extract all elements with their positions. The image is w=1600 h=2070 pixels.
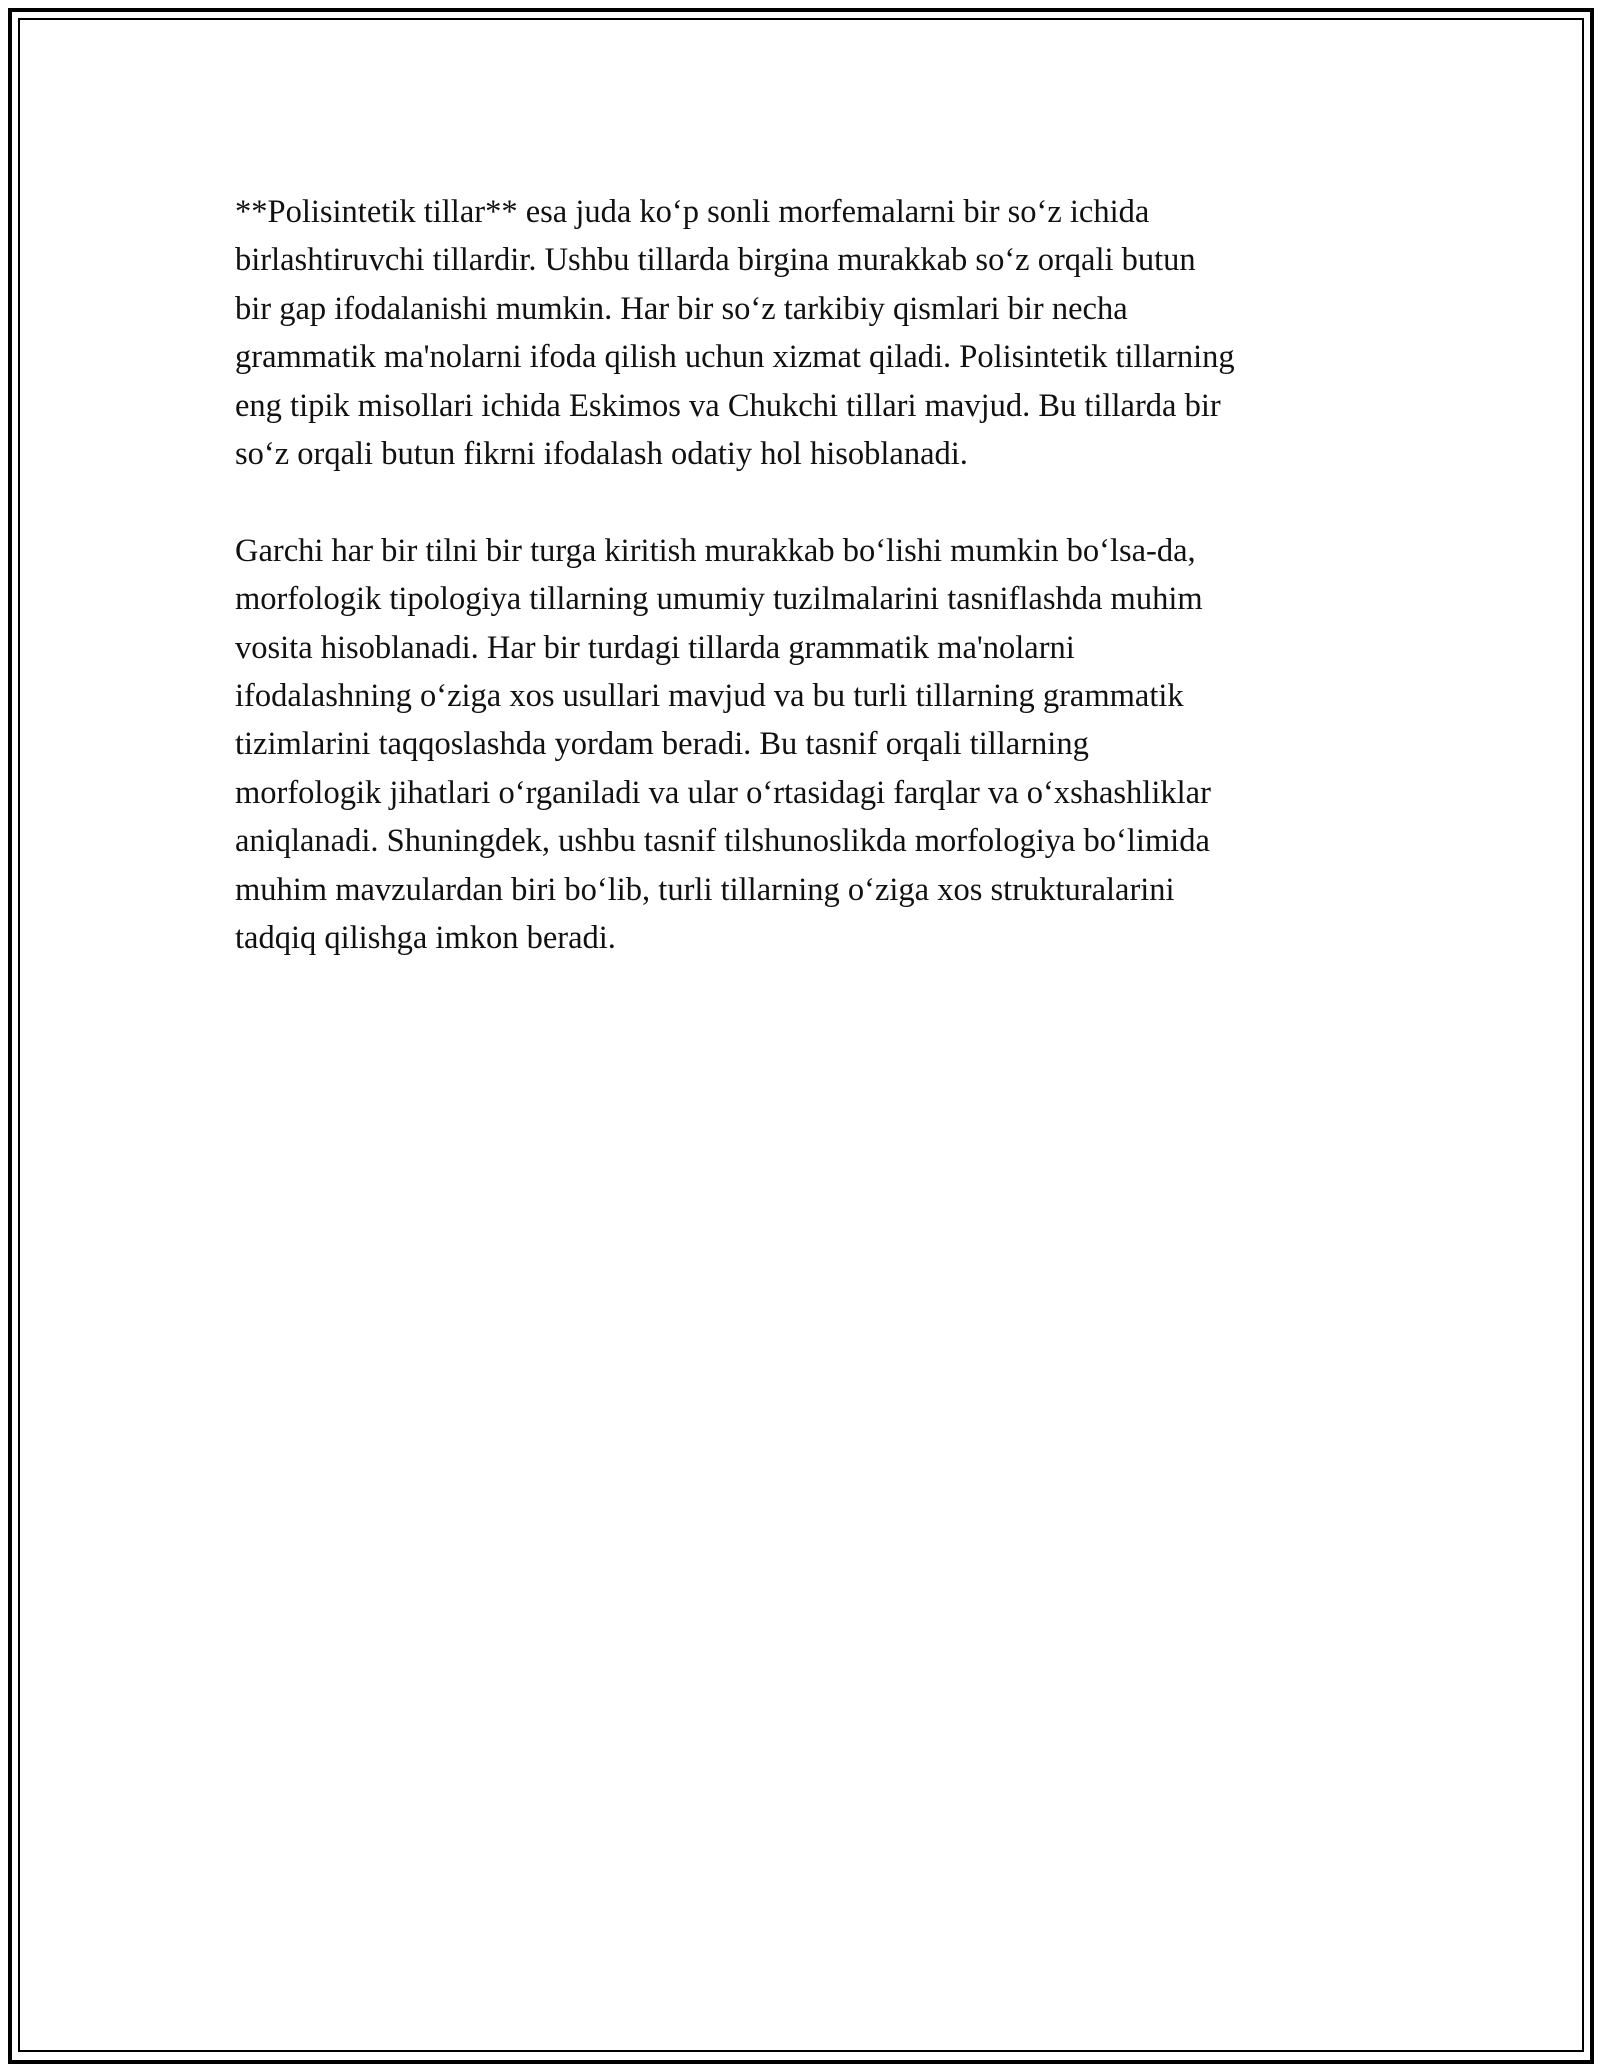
document-body bbox=[235, 188, 1375, 1011]
paragraph-morphological-typology: Garchi har bir tilni bir turga kiritish murakkab bo‘lishi mumkin bo‘lsa-da, morfologik tipologiya tillarning umumiy tuzilmalarini tasniflashda muhim vosita hisoblanadi. Har bir turdagi tillarda grammatik ma'nolarni ifodalashning o‘ziga xos usullari mavjud va bu turli tillarning grammatik tizimlarini taqqoslashda yordam beradi. Bu tasnif orqali tillarning morfologik jihatlari o‘rganiladi va ular o‘rtasidagi farqlar va o‘xshashliklar aniqlanadi. Shuningdek, ushbu tasnif tilshunoslikda morfologiya bo‘limida muhim mavzulardan biri bo‘lib, turli tillarning o‘ziga xos strukturalarini tadqiq qilishga imkon beradi. bbox=[235, 532, 1211, 957]
paragraph-polysynthetic-languages: **Polisintetik tillar** esa juda ko‘p sonli morfemalarni bir so‘z ichida birlashtiruvchi tillardir. Ushbu tillarda birgina murakkab so‘z orqali butun bir gap ifodalanishi mumkin. Har bir so‘z tarkibiy qismlari bir necha grammatik ma'nolarni ifoda qilish uchun xizmat qiladi. Polisintetik tillarning eng tipik misollari ichida Eskimos va Chukchi tillari mavjud. Bu tillarda bir so‘z orqali butun fikrni ifodalash odatiy hol hisoblanadi. bbox=[235, 194, 1235, 473]
